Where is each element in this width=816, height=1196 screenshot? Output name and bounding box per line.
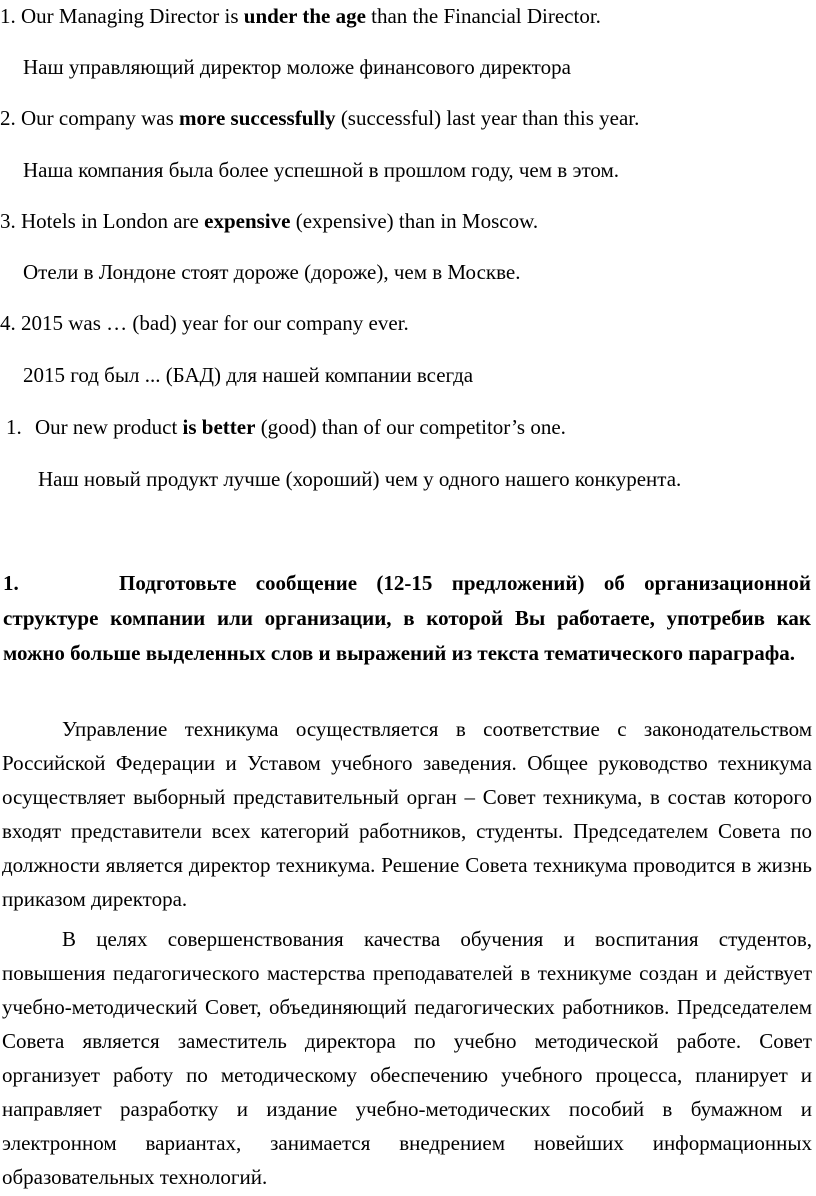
paragraph-1: Управление техникума осуществляется в соответствие с законодательством Российской Федерации и Уставом учебного заведения. Общее руководство техникума осуществляет выборный представительный орган – Совет техникума, в состав которого входят представители всех категорий работников, студенты. Председателем Совета по должности является директор техникума. Решение Совета техникума проводится в жизнь приказом директора. (2, 717, 812, 911)
exercise-5-ru: Наш новый продукт лучше (хороший) чем у одного нашего конкурента. (38, 467, 682, 491)
exercise-2-ru: Наша компания была более успешной в прошлом году, чем в этом. (23, 158, 619, 182)
exercise-4-ru: 2015 год был ... (БАД) для нашей компании всегда (23, 363, 474, 387)
exercise-1-ru: Наш управляющий директор моложе финансового директора (23, 55, 571, 79)
exercise-answer: expensive (204, 209, 291, 233)
exercise-text: Our new product (35, 415, 183, 439)
exercise-text: (successful) last year than this year. (335, 106, 640, 130)
exercise-3-ru: Отели в Лондоне стоят дороже (дороже), чем в Москве. (23, 260, 521, 284)
exercise-number: 4. (0, 311, 16, 335)
exercise-answer: more successfully (179, 106, 336, 130)
exercise-1-en (0, 4, 601, 29)
exercise-number: 1. (6, 415, 22, 439)
exercise-text: Our company was (21, 106, 180, 130)
exercise-answer: under the age (243, 4, 366, 28)
exercise-3-en (0, 209, 538, 234)
exercise-text: (good) than of our competitor’s one. (255, 415, 566, 439)
exercise-4-en (0, 311, 409, 336)
exercise-text: than the Financial Director. (365, 4, 601, 28)
exercise-text: 2015 was … (bad) year for our company ever. (21, 311, 409, 335)
exercise-text: (expensive) than in Moscow. (290, 209, 539, 233)
exercise-text: Our Managing Director is (21, 4, 244, 28)
task-heading (3, 566, 811, 671)
task-text: Подготовьте сообщение (12-15 предложений) об организационной структуре компании или организации, в которой Вы работаете, употребив как можно больше выделенных слов и выражений из текста тематического параграфа. (3, 571, 811, 665)
paragraph-2: В целях совершенствования качества обучения и воспитания студентов, повышения педагогического мастерства преподавателей в техникуме создан и действует учебно-методический Совет, объединяющий педагогических работников. Председателем Совета является заместитель директора по учебно методической работе. Совет организует работу по методическому обеспечению учебного процесса, планирует и направляет разработку и издание учебно-методических пособий в бумажном и электронном вариантах, занимается внедрением новейших информационных образовательных технологий. (2, 927, 812, 1189)
exercise-answer: is better (182, 415, 256, 439)
task-number: 1. (3, 571, 19, 595)
exercise-5-en (6, 415, 566, 440)
exercise-number: 3. (0, 209, 16, 233)
exercise-number: 2. (0, 106, 16, 130)
exercise-text: Hotels in London are (21, 209, 205, 233)
exercise-number: 1. (0, 4, 16, 28)
exercise-2-en (0, 106, 639, 131)
